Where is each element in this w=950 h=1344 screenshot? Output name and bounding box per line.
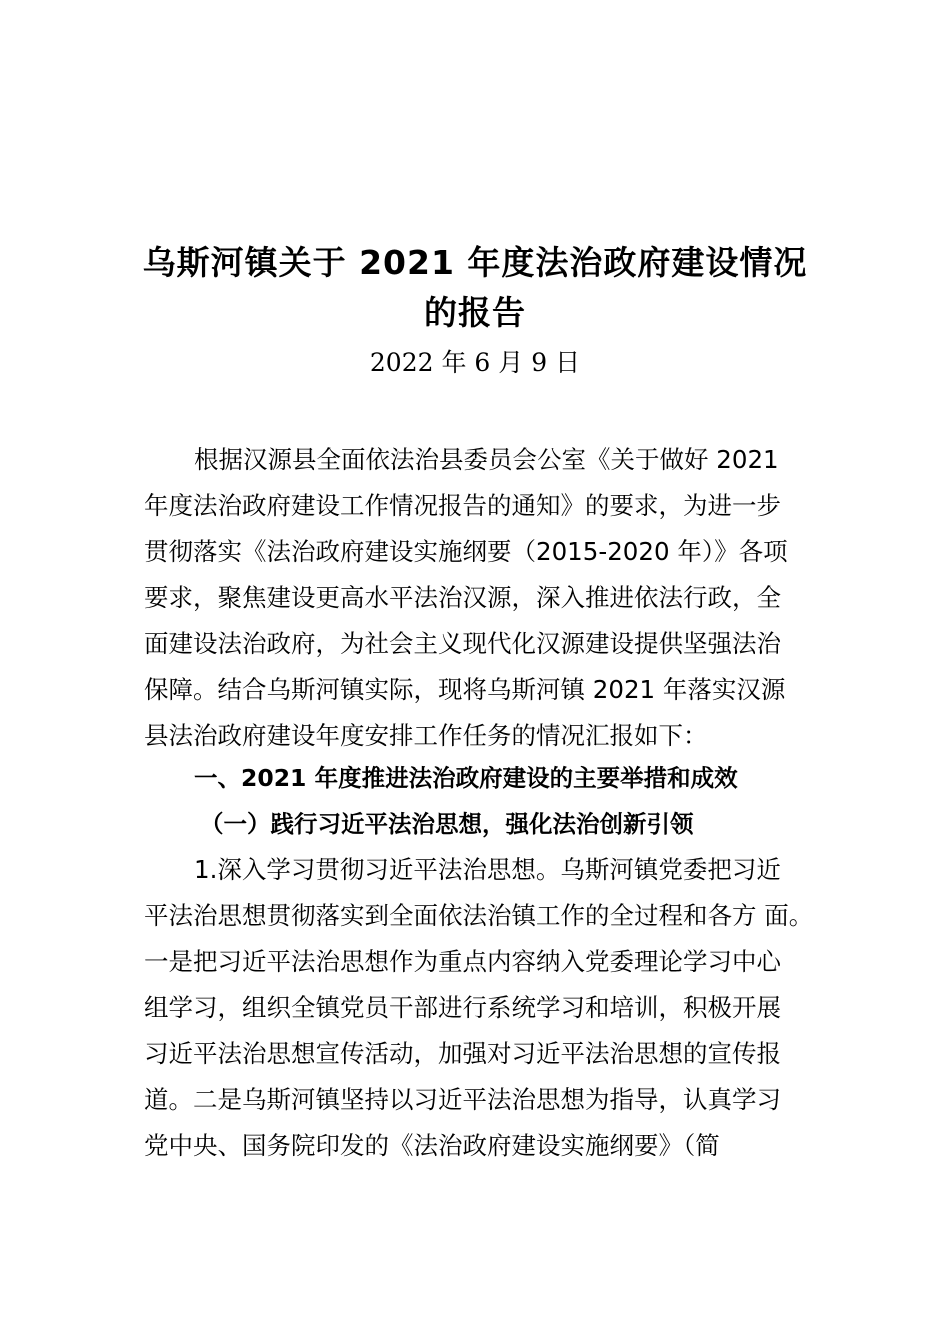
paragraph-1-line: 年度法治政府建设工作情况报告的通知》的要求，为进一步 <box>144 491 781 520</box>
paragraph-1-line: 县法治政府建设年度安排工作任务的情况汇报如下： <box>144 721 708 750</box>
paragraph-2-line: 党中央、国务院印发的《法治政府建设实施纲要》（简 <box>144 1131 720 1160</box>
report-title-line-2: 的报告 <box>424 293 526 332</box>
paragraph-1-line: 根据汉源县全面依法治县委员会公室《关于做好 2021 <box>194 445 779 474</box>
section-heading-1: 一、2021 年度推进法治政府建设的主要举措和成效 <box>194 764 738 792</box>
paragraph-1-line: 要求，聚焦建设更高水平法治汉源，深入推进依法行政，全 <box>144 583 781 612</box>
paragraph-1-line: 保障。结合乌斯河镇实际，现将乌斯河镇 2021 年落实汉源 <box>144 675 786 704</box>
paragraph-1-line: 贯彻落实《法治政府建设实施纲要（2015-2020 年）》各项 <box>144 537 788 566</box>
paragraph-2-line: 1.深入学习贯彻习近平法治思想。乌斯河镇党委把习近 <box>194 855 781 884</box>
paragraph-2-line: 习近平法治思想宣传活动，加强对习近平法治思想的宣传报 <box>144 1039 781 1068</box>
paragraph-2-line: 道。二是乌斯河镇坚持以习近平法治思想为指导，认真学习 <box>144 1085 781 1114</box>
subsection-heading-1: （一）践行习近平法治思想，强化法治创新引领 <box>200 810 694 838</box>
paragraph-2-line: 一是把习近平法治思想作为重点内容纳入党委理论学习中心 <box>144 947 781 976</box>
paragraph-2-line: 组学习，组织全镇党员干部进行系统学习和培训，积极开展 <box>144 993 781 1022</box>
report-title-line-1: 乌斯河镇关于 2021 年度法治政府建设情况 <box>142 243 808 282</box>
report-date: 2022 年 6 月 9 日 <box>369 348 581 377</box>
paragraph-2-line: 平法治思想贯彻落实到全面依法治镇工作的全过程和各方 面。 <box>144 901 814 930</box>
paragraph-1-line: 面建设法治政府，为社会主义现代化汉源建设提供坚强法治 <box>144 629 781 658</box>
